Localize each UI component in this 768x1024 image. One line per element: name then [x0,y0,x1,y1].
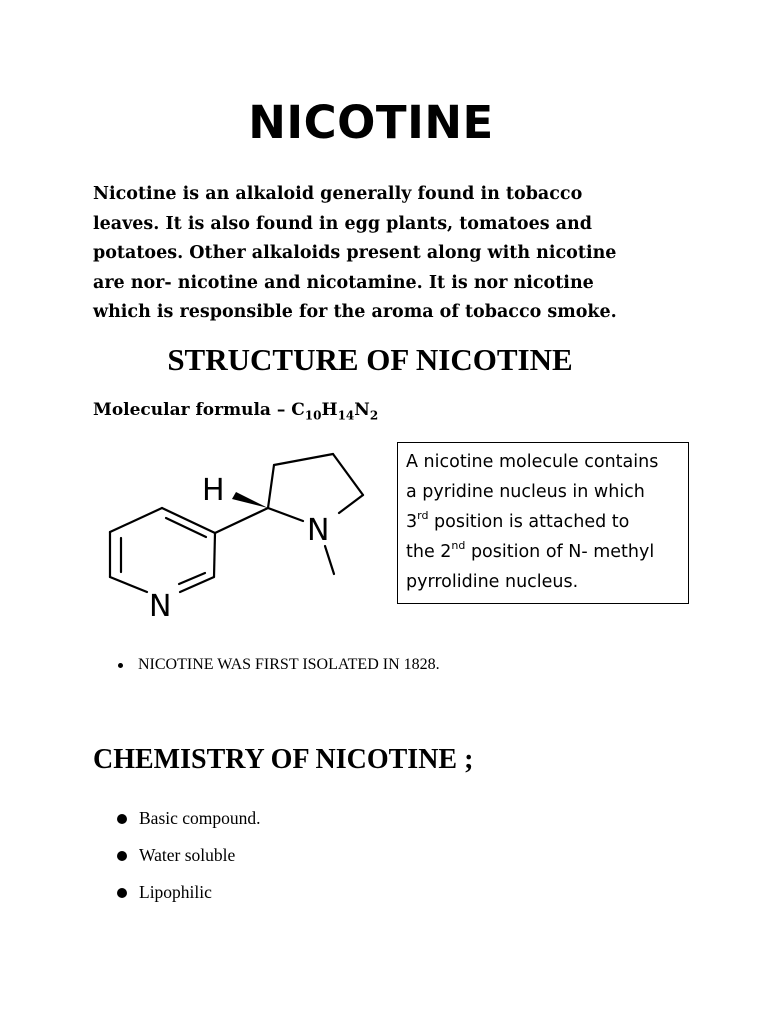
intro-line: leaves. It is also found in egg plants, tomatoes and [93,213,592,234]
chemistry-item-text: Water soluble [139,845,236,865]
molecular-formula [93,400,378,422]
methyl-bond [325,546,334,574]
info-ordinal-suffix: rd [417,509,429,522]
bullet-dot [117,851,127,861]
page-title: NICOTINE [248,96,494,149]
info-line: pyrrolidine nucleus. [406,572,579,592]
intro-line: are nor- nicotine and nicotamine. It is nor nicotine [93,272,594,293]
intro-line: which is responsible for the aroma of tobacco smoke. [93,302,617,322]
info-line: a pyridine nucleus in which [406,482,645,502]
chemistry-heading: CHEMISTRY OF NICOTINE ; [93,744,474,775]
bullet-dot [117,814,127,824]
bullet-dot [117,888,127,898]
formula-nitrogen: N [354,400,370,420]
formula-nitrogen-count: 2 [369,408,379,423]
structure-info-box [397,442,689,604]
info-line [406,507,680,537]
intro-line: Nicotine is an alkaloid generally found in tobacco [93,184,583,204]
pyrrolidine-nitrogen-label: N [307,513,330,548]
intro-paragraph [93,180,673,328]
first-isolated-bullet [118,656,440,674]
info-ordinal-number: 3 [406,512,418,532]
pyridine-nitrogen-label: N [149,589,172,624]
formula-hydrogen-count: 14 [337,408,355,423]
formula-carbon-count: 10 [304,408,322,423]
hydrogen-label: H [202,473,225,508]
info-line: A nicotine molecule contains [406,452,659,472]
pyrrolidine-ring [268,454,363,521]
nicotine-structure-diagram [96,440,386,630]
ring-junction-bond [215,508,268,533]
info-line-text: the 2 [406,542,452,562]
chemistry-list-item [117,845,235,866]
bullet-dot [118,663,123,668]
formula-label: Molecular formula – [93,400,292,420]
chemistry-list-item [117,808,261,829]
info-line-text: position of N- methyl [465,542,655,562]
intro-line: potatoes. Other alkaloids present along with nicotine [93,243,617,263]
first-isolated-text: NICOTINE WAS FIRST ISOLATED IN 1828. [138,656,440,673]
chemistry-item-text: Lipophilic [139,882,212,902]
wedge-bond [232,492,268,508]
info-line [406,537,680,567]
info-line-text: position is attached to [428,512,630,532]
chemistry-item-text: Basic compound. [139,808,261,828]
pyridine-ring [110,508,215,592]
chemistry-list-item [117,882,212,903]
formula-carbon: C [291,400,305,420]
info-ordinal-suffix: nd [451,539,466,552]
structure-heading: STRUCTURE OF NICOTINE [167,342,573,377]
formula-hydrogen: H [321,400,338,420]
